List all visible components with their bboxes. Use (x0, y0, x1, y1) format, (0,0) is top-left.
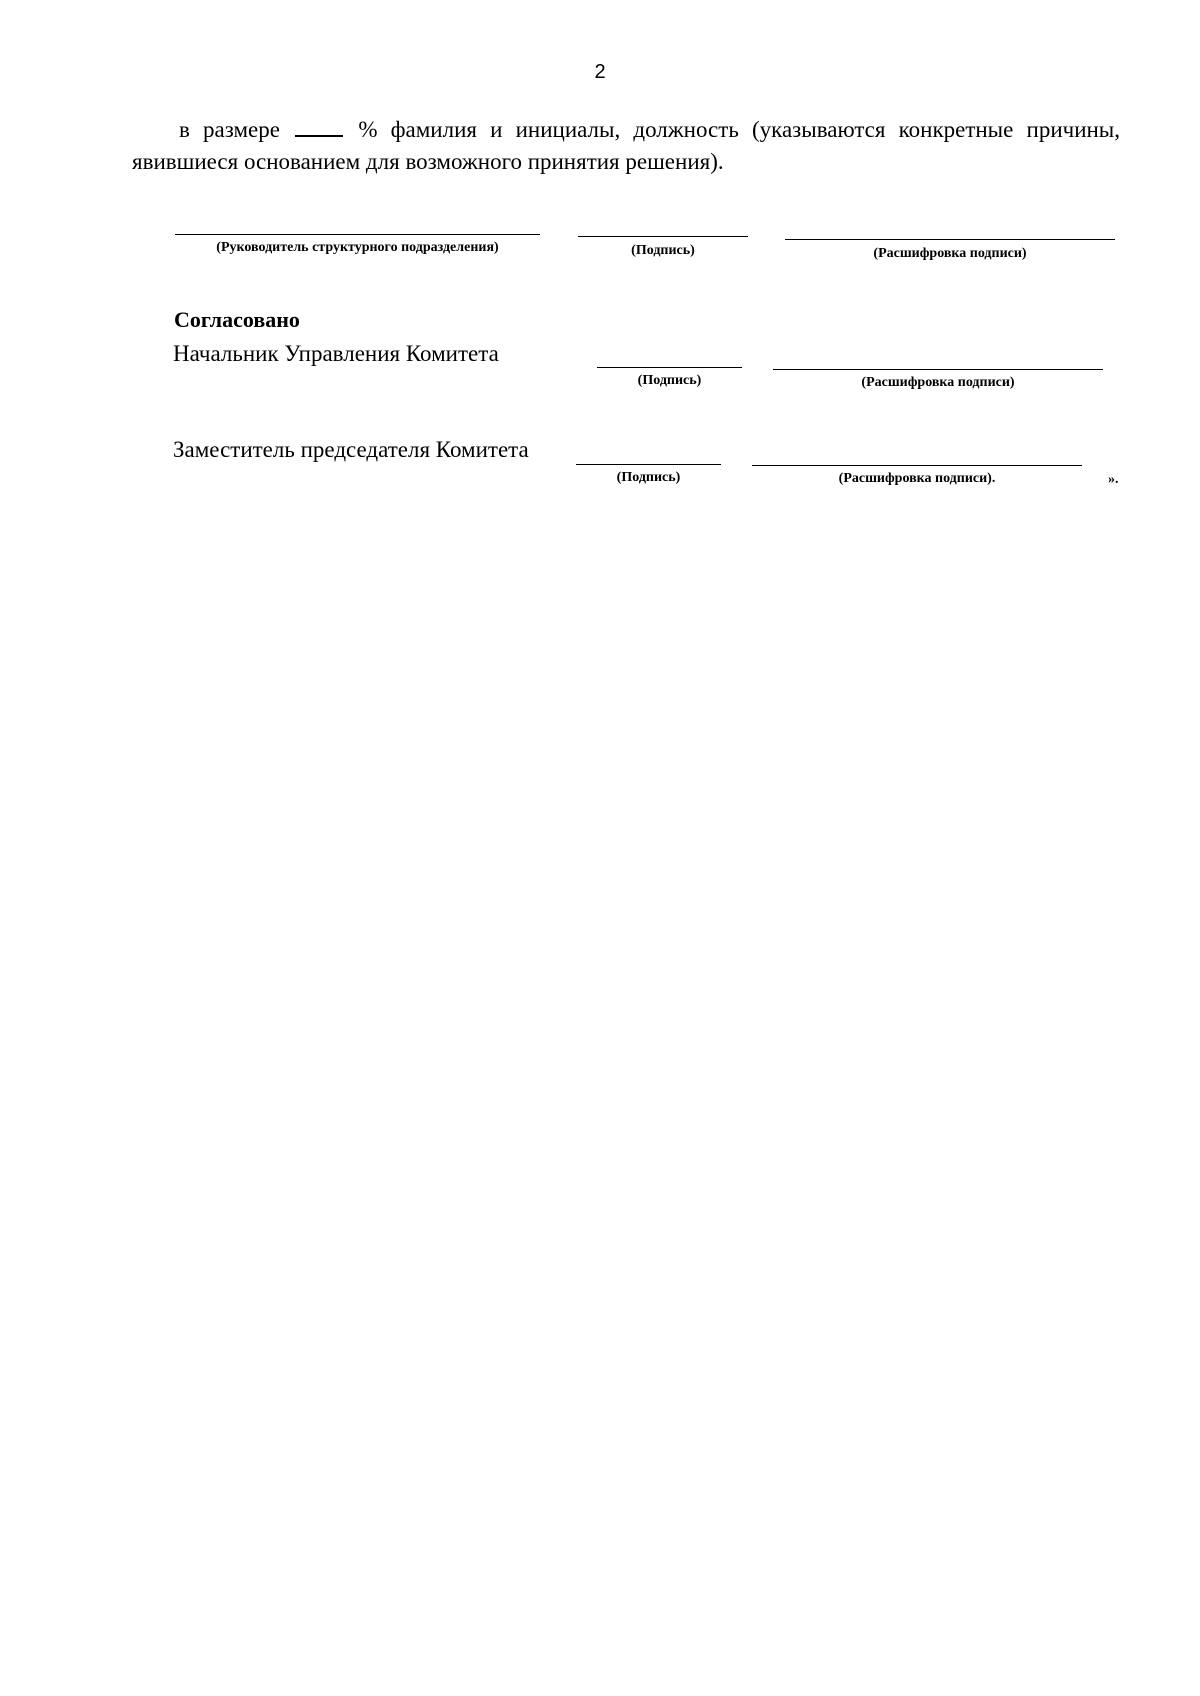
head-signature-line[interactable] (597, 367, 742, 368)
role-caption: (Руководитель структурного подразделения) (216, 240, 499, 255)
signature-line[interactable] (578, 236, 748, 237)
closing-quote-mark: ». (1108, 472, 1119, 487)
role-line[interactable] (175, 234, 540, 235)
head-of-department-role: Начальник Управления Комитета (173, 341, 499, 366)
signature-caption: (Подпись) (631, 243, 695, 258)
paragraph-text-after: % фамилия и инициалы, должность (указываются конкретные причины, явившиеся основанием для возможного принятия решения). (132, 117, 1121, 174)
percent-blank-field[interactable] (295, 119, 343, 137)
approval-title: Согласовано (174, 307, 300, 332)
head-decoding-line[interactable] (773, 369, 1103, 370)
head-signature-caption: (Подпись) (637, 373, 702, 388)
deputy-signature-caption: (Подпись) (616, 470, 681, 485)
deputy-decoding-line[interactable] (752, 465, 1082, 466)
paragraph-text-before: в размере (179, 117, 280, 142)
page-number: 2 (594, 61, 606, 83)
decoding-caption: (Расшифровка подписи) (873, 246, 1027, 261)
body-paragraph (132, 114, 1120, 178)
deputy-decoding-caption: (Расшифровка подписи). (838, 471, 996, 486)
deputy-chairman-role: Заместитель председателя Комитета (173, 437, 529, 462)
head-decoding-caption: (Расшифровка подписи) (861, 375, 1015, 390)
deputy-signature-line[interactable] (576, 464, 721, 465)
decoding-line[interactable] (785, 239, 1115, 240)
